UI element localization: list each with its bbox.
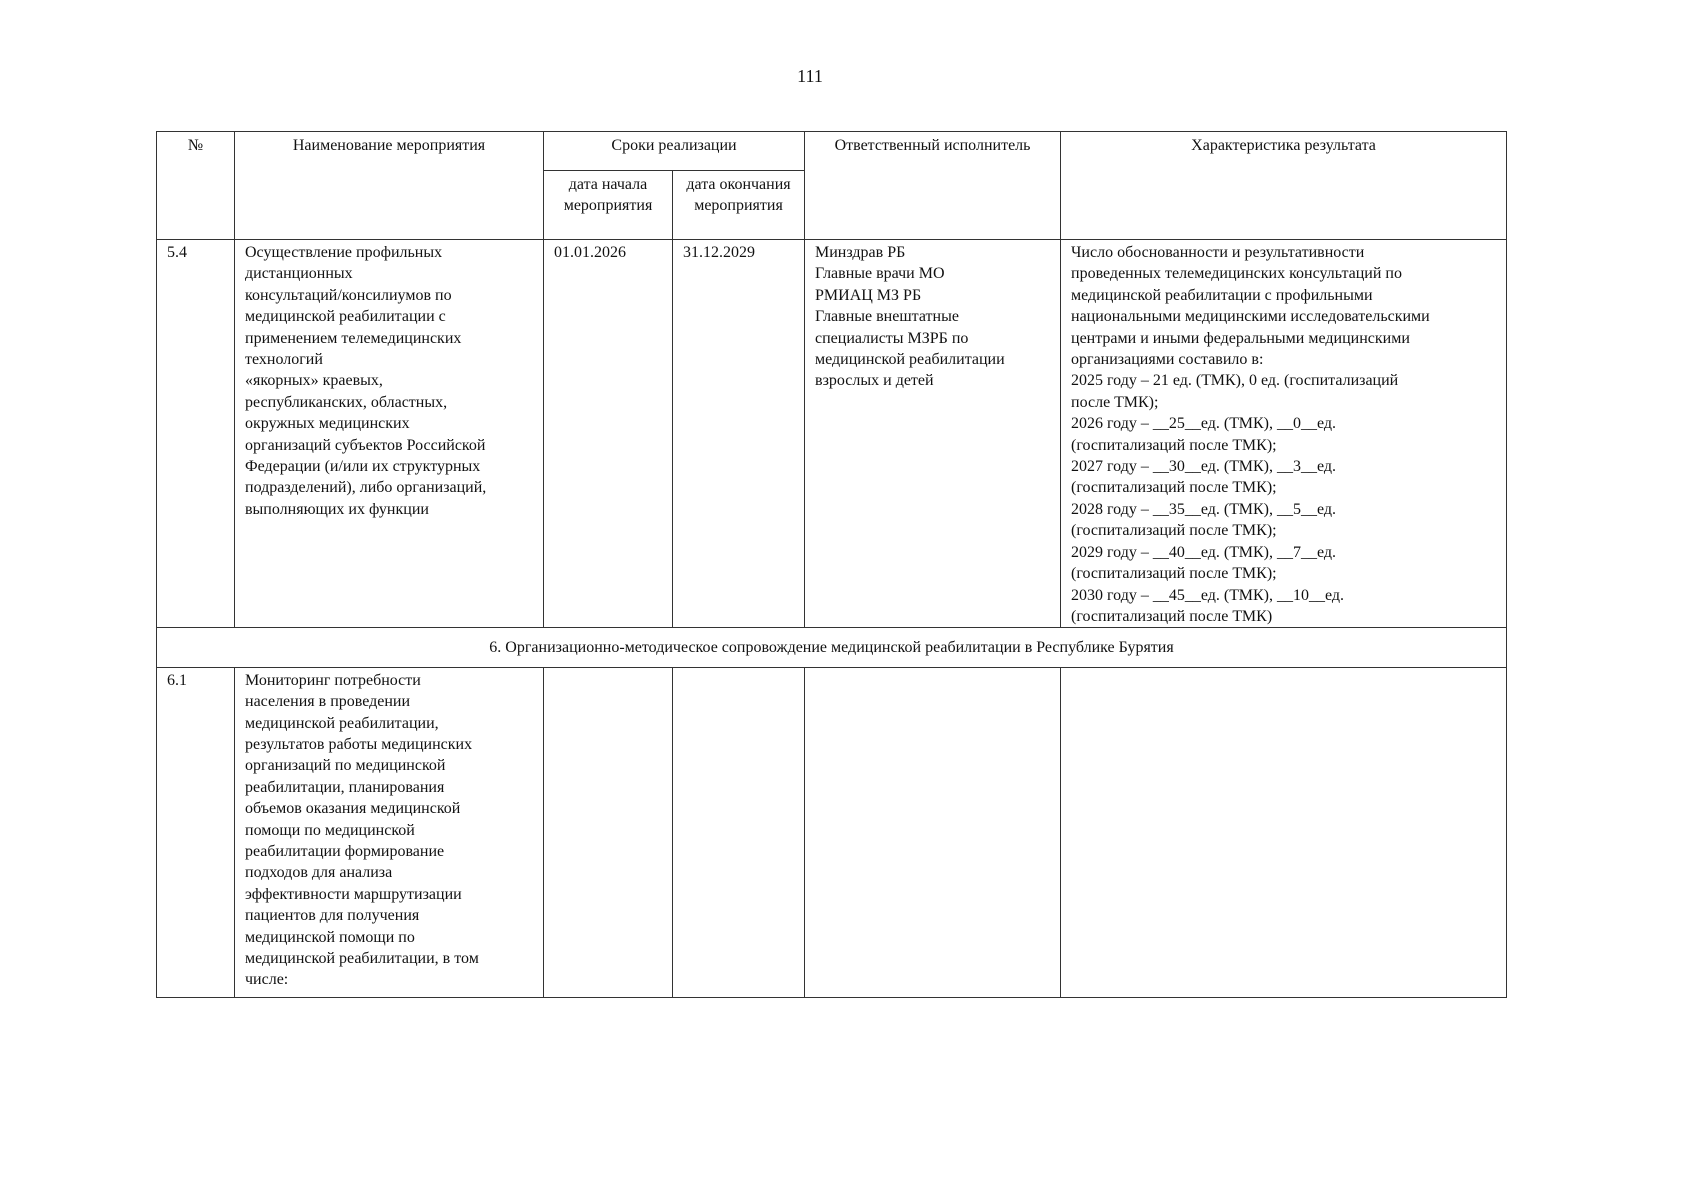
header-start: дата начала мероприятия (544, 171, 673, 240)
section-row (157, 628, 1507, 667)
header-timeline: Сроки реализации (544, 132, 805, 171)
header-result: Характеристика результата (1061, 132, 1507, 240)
row-end: 31.12.2029 (673, 240, 805, 628)
row-executor (805, 667, 1061, 997)
page-number: 111 (797, 66, 823, 86)
row-end (673, 667, 805, 997)
row-start: 01.01.2026 (544, 240, 673, 628)
header-name: Наименование мероприятия (235, 132, 544, 240)
row-executor: Минздрав РБ Главные врачи МО РМИАЦ МЗ РБ Главные внештатные специалисты МЗРБ по медицинской реабилитации взрослых и детей (805, 240, 1061, 628)
events-table (156, 131, 1507, 998)
header-end: дата окончания мероприятия (673, 171, 805, 240)
section-title: 6. Организационно-методическое сопровождение медицинской реабилитации в Республике Бурятия (157, 628, 1507, 667)
row-name: Осуществление профильных дистанционных консультаций/консилиумов по медицинской реабилитации с применением телемедицинских технологий «якорных» краевых, республиканских, областных, окружных медицинских организаций субъектов Российской Федерации (и/или их структурных подразделений), либо организаций, выполняющих их функции (235, 240, 544, 628)
header-num: № (157, 132, 235, 240)
row-num: 6.1 (157, 667, 235, 997)
row-start (544, 667, 673, 997)
table-row (157, 240, 1507, 628)
header-executor: Ответственный исполнитель (805, 132, 1061, 240)
row-num: 5.4 (157, 240, 235, 628)
table-row (157, 667, 1507, 997)
row-result (1061, 667, 1507, 997)
row-name: Мониторинг потребности населения в проведении медицинской реабилитации, результатов работы медицинских организаций по медицинской реабилитации, планирования объемов оказания медицинской помощи по медицинской реабилитации формирование подходов для анализа эффективности маршрутизации пациентов для получения медицинской помощи по медицинской реабилитации, в том числе: (235, 667, 544, 997)
row-result: Число обоснованности и результативности проведенных телемедицинских консультаций по медицинской реабилитации с профильными национальными медицинскими исследовательскими центрами и иными федеральными медицинскими организациями составило в: 2025 году – 21 ед. (ТМК), 0 ед. (госпитализаций после ТМК); 2026 году – __25__ед. (ТМК), __0__ед. (госпитализаций после ТМК); 2027 году – __30__ед. (ТМК), __3__ед. (госпитализаций после ТМК); 2028 году – __35__ед. (ТМК), __5__ед. (госпитализаций после ТМК); 2029 году – __40__ед. (ТМК), __7__ед. (госпитализаций после ТМК); 2030 году – __45__ед. (ТМК), __10__ед. (госпитализаций после ТМК) (1061, 240, 1507, 628)
header-row (157, 132, 1507, 171)
